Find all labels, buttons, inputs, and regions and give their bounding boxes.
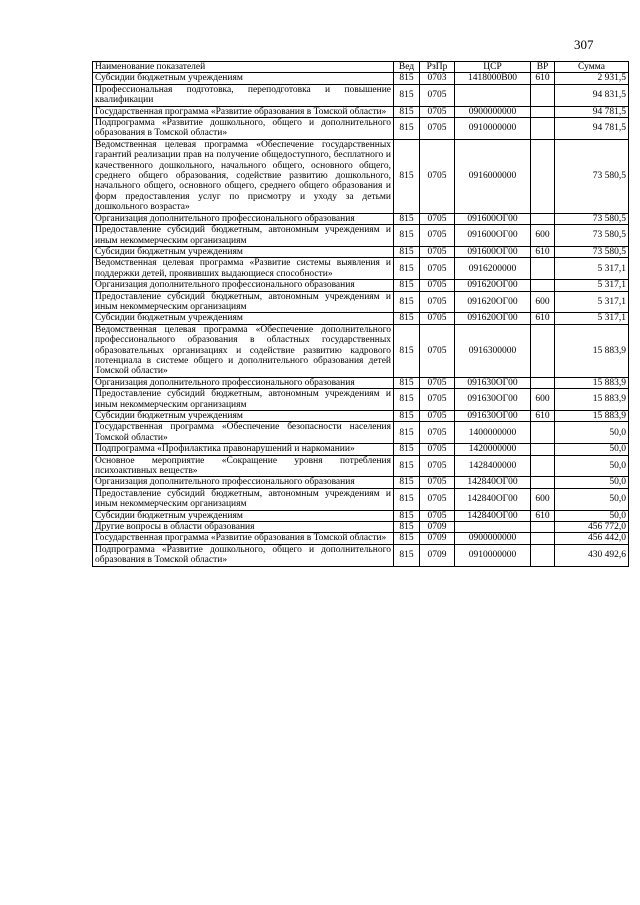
row-csr-cell [455,84,531,106]
row-name-cell: Ведомственная целевая программа «Развитие системы выявления и поддержки детей, проявивших выдающиеся способности» [93,258,394,280]
row-csr-cell: 142840ОГ00 [455,477,531,488]
table-row [93,139,629,213]
row-rzpr-cell: 0705 [420,477,455,488]
row-csr-cell: 091600ОГ00 [455,225,531,247]
table-row [93,258,629,280]
row-name-cell: Субсидии бюджетным учреждениям [93,246,394,257]
row-name-cell: Предоставление субсидий бюджетным, автономным учреждениям и иным некоммерческим организациям [93,225,394,247]
table-row [93,291,629,313]
table-body [93,73,629,566]
table-row [93,477,629,488]
row-ved-cell: 815 [394,533,420,544]
row-csr-cell: 1420000000 [455,444,531,455]
row-name-cell: Профессиональная подготовка, переподготовка и повышение квалификации [93,84,394,106]
row-csr-cell: 091630ОГ00 [455,389,531,411]
row-ved-cell: 815 [394,422,420,444]
row-rzpr-cell: 0705 [420,510,455,521]
row-rzpr-cell: 0705 [420,324,455,377]
row-rzpr-cell: 0709 [420,533,455,544]
row-rzpr-cell: 0705 [420,246,455,257]
row-vr-cell: 610 [531,246,555,257]
table-row [93,84,629,106]
row-ved-cell: 815 [394,544,420,566]
row-csr-cell: 1428400000 [455,455,531,477]
row-ved-cell: 815 [394,455,420,477]
row-ved-cell: 815 [394,280,420,291]
row-vr-cell [531,377,555,388]
table-row [93,389,629,411]
row-vr-cell: 600 [531,291,555,313]
row-ved-cell: 815 [394,84,420,106]
row-sum-cell: 73 580,5 [555,246,629,257]
row-sum-cell: 94 781,5 [555,106,629,117]
row-rzpr-cell: 0703 [420,73,455,84]
row-name-cell: Предоставление субсидий бюджетным, автономным учреждениям и иным некоммерческим организациям [93,488,394,510]
row-ved-cell: 815 [394,246,420,257]
row-vr-cell [531,533,555,544]
row-rzpr-cell: 0705 [420,106,455,117]
header-rzpr: РзПр [420,62,455,73]
row-csr-cell: 0900000000 [455,533,531,544]
row-rzpr-cell: 0705 [420,411,455,422]
row-sum-cell: 2 931,5 [555,73,629,84]
row-vr-cell [531,280,555,291]
row-ved-cell: 815 [394,139,420,213]
row-sum-cell: 73 580,5 [555,225,629,247]
table-row [93,411,629,422]
header-csr: ЦСР [455,62,531,73]
row-vr-cell: 600 [531,389,555,411]
row-vr-cell [531,324,555,377]
row-rzpr-cell: 0705 [420,258,455,280]
row-name-cell: Ведомственная целевая программа «Обеспечение дополнительного профессионального образования в областных государственных образовательных организациях и содействие развитию кадрового потенциала в системе общего и дополнительного образования детей Томской области» [93,324,394,377]
row-csr-cell: 1400000000 [455,422,531,444]
row-sum-cell: 50,0 [555,455,629,477]
row-csr-cell: 0910000000 [455,544,531,566]
table-row [93,455,629,477]
row-vr-cell: 600 [531,225,555,247]
row-name-cell: Организация дополнительного профессионального образования [93,377,394,388]
table-row [93,313,629,324]
row-sum-cell: 73 580,5 [555,139,629,213]
table-header-row [93,62,629,73]
row-rzpr-cell: 0705 [420,444,455,455]
row-sum-cell: 5 317,1 [555,313,629,324]
row-ved-cell: 815 [394,213,420,224]
row-name-cell: Подпрограмма «Развитие дошкольного, общего и дополнительного образования в Томской области» [93,118,394,140]
row-name-cell: Субсидии бюджетным учреждениям [93,313,394,324]
row-vr-cell [531,477,555,488]
row-name-cell: Государственная программа «Развитие образования в Томской области» [93,533,394,544]
row-csr-cell: 091630ОГ00 [455,411,531,422]
row-csr-cell: 091620ОГ00 [455,291,531,313]
row-csr-cell: 091600ОГ00 [455,213,531,224]
row-ved-cell: 815 [394,106,420,117]
row-sum-cell: 456 772,0 [555,522,629,533]
row-vr-cell [531,106,555,117]
row-vr-cell: 610 [531,510,555,521]
row-rzpr-cell: 0705 [420,225,455,247]
row-vr-cell: 610 [531,313,555,324]
row-csr-cell: 0916200000 [455,258,531,280]
row-name-cell: Ведомственная целевая программа «Обеспечение государственных гарантий реализации прав на получение общедоступного, бесплатного и качественного дошкольного, начального общего, основного общего, среднего общего образования, содействие развитию дошкольного, начального общего, основного общего, среднего общего образования и форм предоставления услуг по присмотру и уходу за детьми дошкольного возраста» [93,139,394,213]
row-name-cell: Другие вопросы в области образования [93,522,394,533]
row-ved-cell: 815 [394,477,420,488]
row-rzpr-cell: 0705 [420,291,455,313]
row-vr-cell [531,139,555,213]
page-number: 307 [574,37,594,52]
row-name-cell: Предоставление субсидий бюджетным, автономным учреждениям и иным некоммерческим организациям [93,389,394,411]
row-ved-cell: 815 [394,258,420,280]
table-row [93,522,629,533]
row-rzpr-cell: 0709 [420,544,455,566]
row-csr-cell: 091620ОГ00 [455,280,531,291]
row-csr-cell [455,522,531,533]
row-vr-cell [531,455,555,477]
row-csr-cell: 1418000В00 [455,73,531,84]
row-sum-cell: 50,0 [555,444,629,455]
row-name-cell: Подпрограмма «Развитие дошкольного, общего и дополнительного образования в Томской области» [93,544,394,566]
row-sum-cell: 456 442,0 [555,533,629,544]
row-vr-cell [531,544,555,566]
row-sum-cell: 50,0 [555,477,629,488]
table-row [93,444,629,455]
row-ved-cell: 815 [394,389,420,411]
row-csr-cell: 0910000000 [455,118,531,140]
row-sum-cell: 430 492,6 [555,544,629,566]
table-row [93,280,629,291]
row-name-cell: Предоставление субсидий бюджетным, автономным учреждениям и иным некоммерческим организациям [93,291,394,313]
row-ved-cell: 815 [394,313,420,324]
row-rzpr-cell: 0705 [420,139,455,213]
row-vr-cell [531,258,555,280]
row-name-cell: Субсидии бюджетным учреждениям [93,510,394,521]
row-ved-cell: 815 [394,377,420,388]
row-ved-cell: 815 [394,225,420,247]
row-rzpr-cell: 0705 [420,313,455,324]
table-row [93,488,629,510]
row-csr-cell: 0900000000 [455,106,531,117]
row-name-cell: Организация дополнительного профессионального образования [93,280,394,291]
row-sum-cell: 15 883,9 [555,324,629,377]
row-csr-cell: 142840ОГ00 [455,510,531,521]
table-row [93,106,629,117]
row-ved-cell: 815 [394,510,420,521]
table-row [93,510,629,521]
table-row [93,73,629,84]
table-row [93,213,629,224]
row-vr-cell [531,213,555,224]
table-row [93,533,629,544]
row-sum-cell: 15 883,9 [555,377,629,388]
row-ved-cell: 815 [394,73,420,84]
header-vr: ВР [531,62,555,73]
row-csr-cell: 0916300000 [455,324,531,377]
row-sum-cell: 15 883,9 [555,411,629,422]
row-name-cell: Государственная программа «Развитие образования в Томской области» [93,106,394,117]
row-name-cell: Подпрограмма «Профилактика правонарушений и наркомании» [93,444,394,455]
row-vr-cell [531,84,555,106]
row-rzpr-cell: 0705 [420,280,455,291]
row-rzpr-cell: 0705 [420,455,455,477]
row-csr-cell: 091600ОГ00 [455,246,531,257]
budget-table [92,61,629,567]
row-rzpr-cell: 0709 [420,522,455,533]
row-rzpr-cell: 0705 [420,84,455,106]
header-name: Наименование показателей [93,62,394,73]
row-name-cell: Основное мероприятие «Сокращение уровня потребления психоактивных веществ» [93,455,394,477]
row-ved-cell: 815 [394,118,420,140]
row-vr-cell [531,522,555,533]
row-rzpr-cell: 0705 [420,213,455,224]
table-row [93,118,629,140]
row-name-cell: Субсидии бюджетным учреждениям [93,73,394,84]
row-csr-cell: 091630ОГ00 [455,377,531,388]
row-vr-cell: 610 [531,73,555,84]
row-rzpr-cell: 0705 [420,389,455,411]
table-row [93,324,629,377]
row-sum-cell: 73 580,5 [555,213,629,224]
row-ved-cell: 815 [394,291,420,313]
row-sum-cell: 50,0 [555,422,629,444]
row-vr-cell [531,444,555,455]
row-ved-cell: 815 [394,324,420,377]
row-sum-cell: 5 317,1 [555,258,629,280]
table-row [93,225,629,247]
row-name-cell: Организация дополнительного профессионального образования [93,213,394,224]
row-name-cell: Государственная программа «Обеспечение безопасности населения Томской области» [93,422,394,444]
row-sum-cell: 5 317,1 [555,291,629,313]
row-ved-cell: 815 [394,522,420,533]
row-rzpr-cell: 0705 [420,422,455,444]
header-sum: Сумма [555,62,629,73]
row-sum-cell: 5 317,1 [555,280,629,291]
row-vr-cell: 600 [531,488,555,510]
row-csr-cell: 0916000000 [455,139,531,213]
row-ved-cell: 815 [394,444,420,455]
table-row [93,422,629,444]
row-rzpr-cell: 0705 [420,488,455,510]
row-ved-cell: 815 [394,411,420,422]
row-csr-cell: 091620ОГ00 [455,313,531,324]
row-vr-cell: 610 [531,411,555,422]
row-sum-cell: 15 883,9 [555,389,629,411]
row-sum-cell: 94 781,5 [555,118,629,140]
header-ved: Вед [394,62,420,73]
row-vr-cell [531,422,555,444]
row-rzpr-cell: 0705 [420,118,455,140]
row-sum-cell: 94 831,5 [555,84,629,106]
table-row [93,544,629,566]
table-row [93,377,629,388]
row-name-cell: Организация дополнительного профессионального образования [93,477,394,488]
table-row [93,246,629,257]
row-vr-cell [531,118,555,140]
row-csr-cell: 142840ОГ00 [455,488,531,510]
row-sum-cell: 50,0 [555,488,629,510]
row-sum-cell: 50,0 [555,510,629,521]
row-ved-cell: 815 [394,488,420,510]
row-name-cell: Субсидии бюджетным учреждениям [93,411,394,422]
row-rzpr-cell: 0705 [420,377,455,388]
